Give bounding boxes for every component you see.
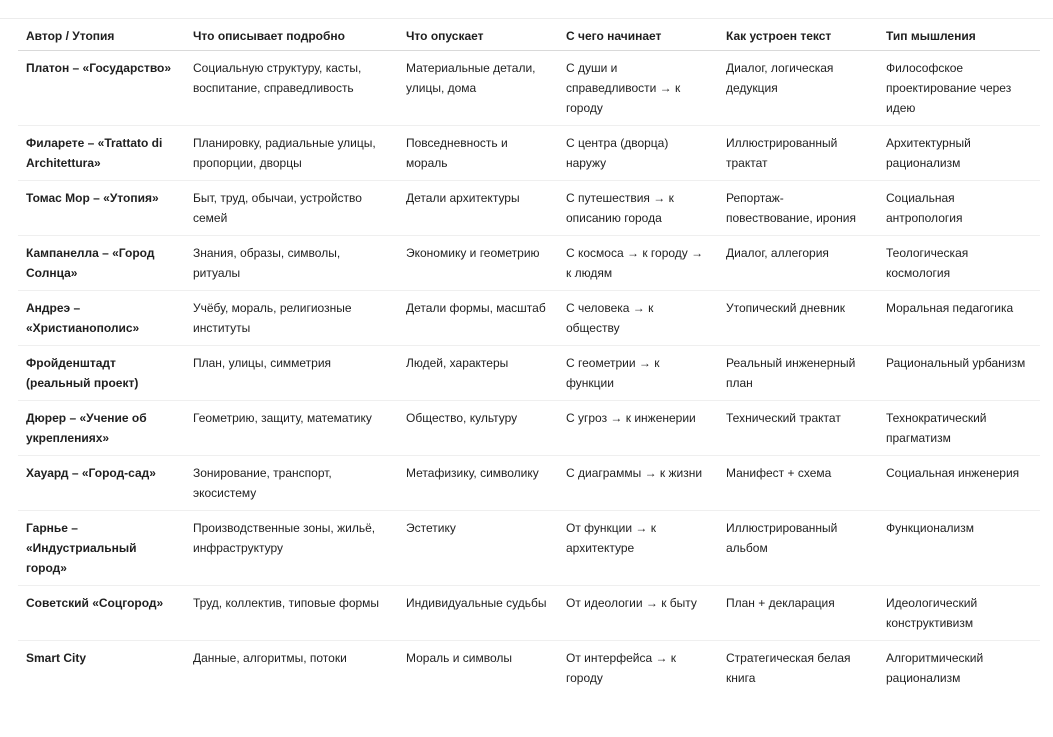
- utopia-comparison-table: [18, 25, 1040, 695]
- cell-starts-with: С геометрии → к функции: [558, 346, 718, 401]
- header-text-structure: Как устроен текст: [718, 25, 878, 51]
- header-author: Автор / Утопия: [18, 25, 185, 51]
- cell-author: Дюрер – «Учение об укреплениях»: [18, 401, 185, 456]
- cell-starts-with: С космоса → к городу → к людям: [558, 236, 718, 291]
- cell-thinking-type: Моральная педагогика: [878, 291, 1040, 346]
- cell-describes: Геометрию, защиту, математику: [185, 401, 398, 456]
- cell-author: Фройденштадт (реальный проект): [18, 346, 185, 401]
- cell-thinking-type: Идеологический конструктивизм: [878, 586, 1040, 641]
- cell-omits: Экономику и геометрию: [398, 236, 558, 291]
- cell-author: Кампанелла – «Город Солнца»: [18, 236, 185, 291]
- cell-starts-with: С человека → к обществу: [558, 291, 718, 346]
- table-row: [18, 641, 1040, 696]
- cell-thinking-type: Технократический прагматизм: [878, 401, 1040, 456]
- header-starts-with: С чего начинает: [558, 25, 718, 51]
- cell-text-structure: Манифест + схема: [718, 456, 878, 511]
- cell-starts-with: С путешествия → к описанию города: [558, 181, 718, 236]
- table-row: [18, 401, 1040, 456]
- cell-describes: Планировку, радиальные улицы, пропорции, дворцы: [185, 126, 398, 181]
- cell-text-structure: План + декларация: [718, 586, 878, 641]
- cell-omits: Повседневность и мораль: [398, 126, 558, 181]
- cell-omits: Материальные детали, улицы, дома: [398, 51, 558, 126]
- cell-author: Андреэ – «Христианополис»: [18, 291, 185, 346]
- cell-omits: Метафизику, символику: [398, 456, 558, 511]
- cell-omits: Детали формы, масштаб: [398, 291, 558, 346]
- cell-author: Хауард – «Город-сад»: [18, 456, 185, 511]
- cell-describes: Социальную структуру, касты, воспитание, справедливость: [185, 51, 398, 126]
- table-header-row: [18, 25, 1040, 51]
- cell-text-structure: Утопический дневник: [718, 291, 878, 346]
- table-row: [18, 456, 1040, 511]
- cell-author: Платон – «Государство»: [18, 51, 185, 126]
- cell-text-structure: Стратегическая белая книга: [726, 651, 851, 685]
- table-row: [18, 586, 1040, 641]
- cell-starts-with: От интерфейса → к городу: [566, 651, 677, 685]
- header-thinking-type: Тип мышления: [878, 25, 1040, 51]
- cell-thinking-type: Архитектурный рационализм: [878, 126, 1040, 181]
- cell-describes: Знания, образы, символы, ритуалы: [185, 236, 398, 291]
- table-row: [18, 511, 1040, 586]
- cell-thinking-type: Социальная инженерия: [878, 456, 1040, 511]
- cell-text-structure: Иллюстрированный альбом: [718, 511, 878, 586]
- cell-describes: План, улицы, симметрия: [185, 346, 398, 401]
- header-omits: Что опускает: [398, 25, 558, 51]
- cell-omits: Эстетику: [398, 511, 558, 586]
- table-row: [18, 51, 1040, 126]
- table-row: [18, 291, 1040, 346]
- cell-thinking-type: Функционализм: [878, 511, 1040, 586]
- cell-describes: Труд, коллектив, типовые формы: [185, 586, 398, 641]
- cell-omits: Индивидуальные судьбы: [398, 586, 558, 641]
- cell-describes: Быт, труд, обычаи, устройство семей: [185, 181, 398, 236]
- cell-text-structure: Иллюстрированный трактат: [718, 126, 878, 181]
- cell-starts-with: С диаграммы → к жизни: [558, 456, 718, 511]
- table-row: [18, 181, 1040, 236]
- cell-describes: Зонирование, транспорт, экосистему: [185, 456, 398, 511]
- cell-author: Гарнье – «Индустриальный город»: [18, 511, 185, 586]
- cell-author: Томас Мор – «Утопия»: [18, 181, 185, 236]
- cell-omits: Детали архитектуры: [398, 181, 558, 236]
- cell-starts-with: С центра (дворца) наружу: [558, 126, 718, 181]
- table-row: [18, 346, 1040, 401]
- cell-text-structure: Диалог, логическая дедукция: [718, 51, 878, 126]
- cell-text-structure: Реальный инженерный план: [718, 346, 878, 401]
- cell-omits: Мораль и символы: [406, 651, 513, 665]
- table-row: [18, 126, 1040, 181]
- cell-omits: Людей, характеры: [398, 346, 558, 401]
- cell-starts-with: От идеологии → к быту: [558, 586, 718, 641]
- cell-text-structure: Диалог, аллегория: [718, 236, 878, 291]
- cell-text-structure: Репортаж-повествование, ирония: [718, 181, 878, 236]
- cell-author: Smart City: [26, 651, 87, 665]
- cell-thinking-type: Теологическая космология: [878, 236, 1040, 291]
- top-divider: [0, 18, 1053, 19]
- cell-text-structure: Технический трактат: [718, 401, 878, 456]
- cell-author: Советский «Соцгород»: [18, 586, 185, 641]
- table-row: [18, 236, 1040, 291]
- cell-author: Филарете – «Trattato di Architettura»: [18, 126, 185, 181]
- cell-describes: Учёбу, мораль, религиозные институты: [185, 291, 398, 346]
- cell-omits: Общество, культуру: [398, 401, 558, 456]
- cell-thinking-type: Рациональный урбанизм: [878, 346, 1040, 401]
- cell-thinking-type: Алгоритмический рационализм: [886, 651, 984, 685]
- cell-describes: Производственные зоны, жильё, инфраструктуру: [185, 511, 398, 586]
- cell-thinking-type: Социальная антропология: [878, 181, 1040, 236]
- cell-starts-with: С души и справедливости → к городу: [558, 51, 718, 126]
- cell-starts-with: От функции → к архитектуре: [558, 511, 718, 586]
- cell-thinking-type: Философское проектирование через идею: [878, 51, 1040, 126]
- cell-starts-with: С угроз → к инженерии: [558, 401, 718, 456]
- cell-describes: Данные, алгоритмы, потоки: [193, 651, 347, 665]
- header-describes: Что описывает подробно: [185, 25, 398, 51]
